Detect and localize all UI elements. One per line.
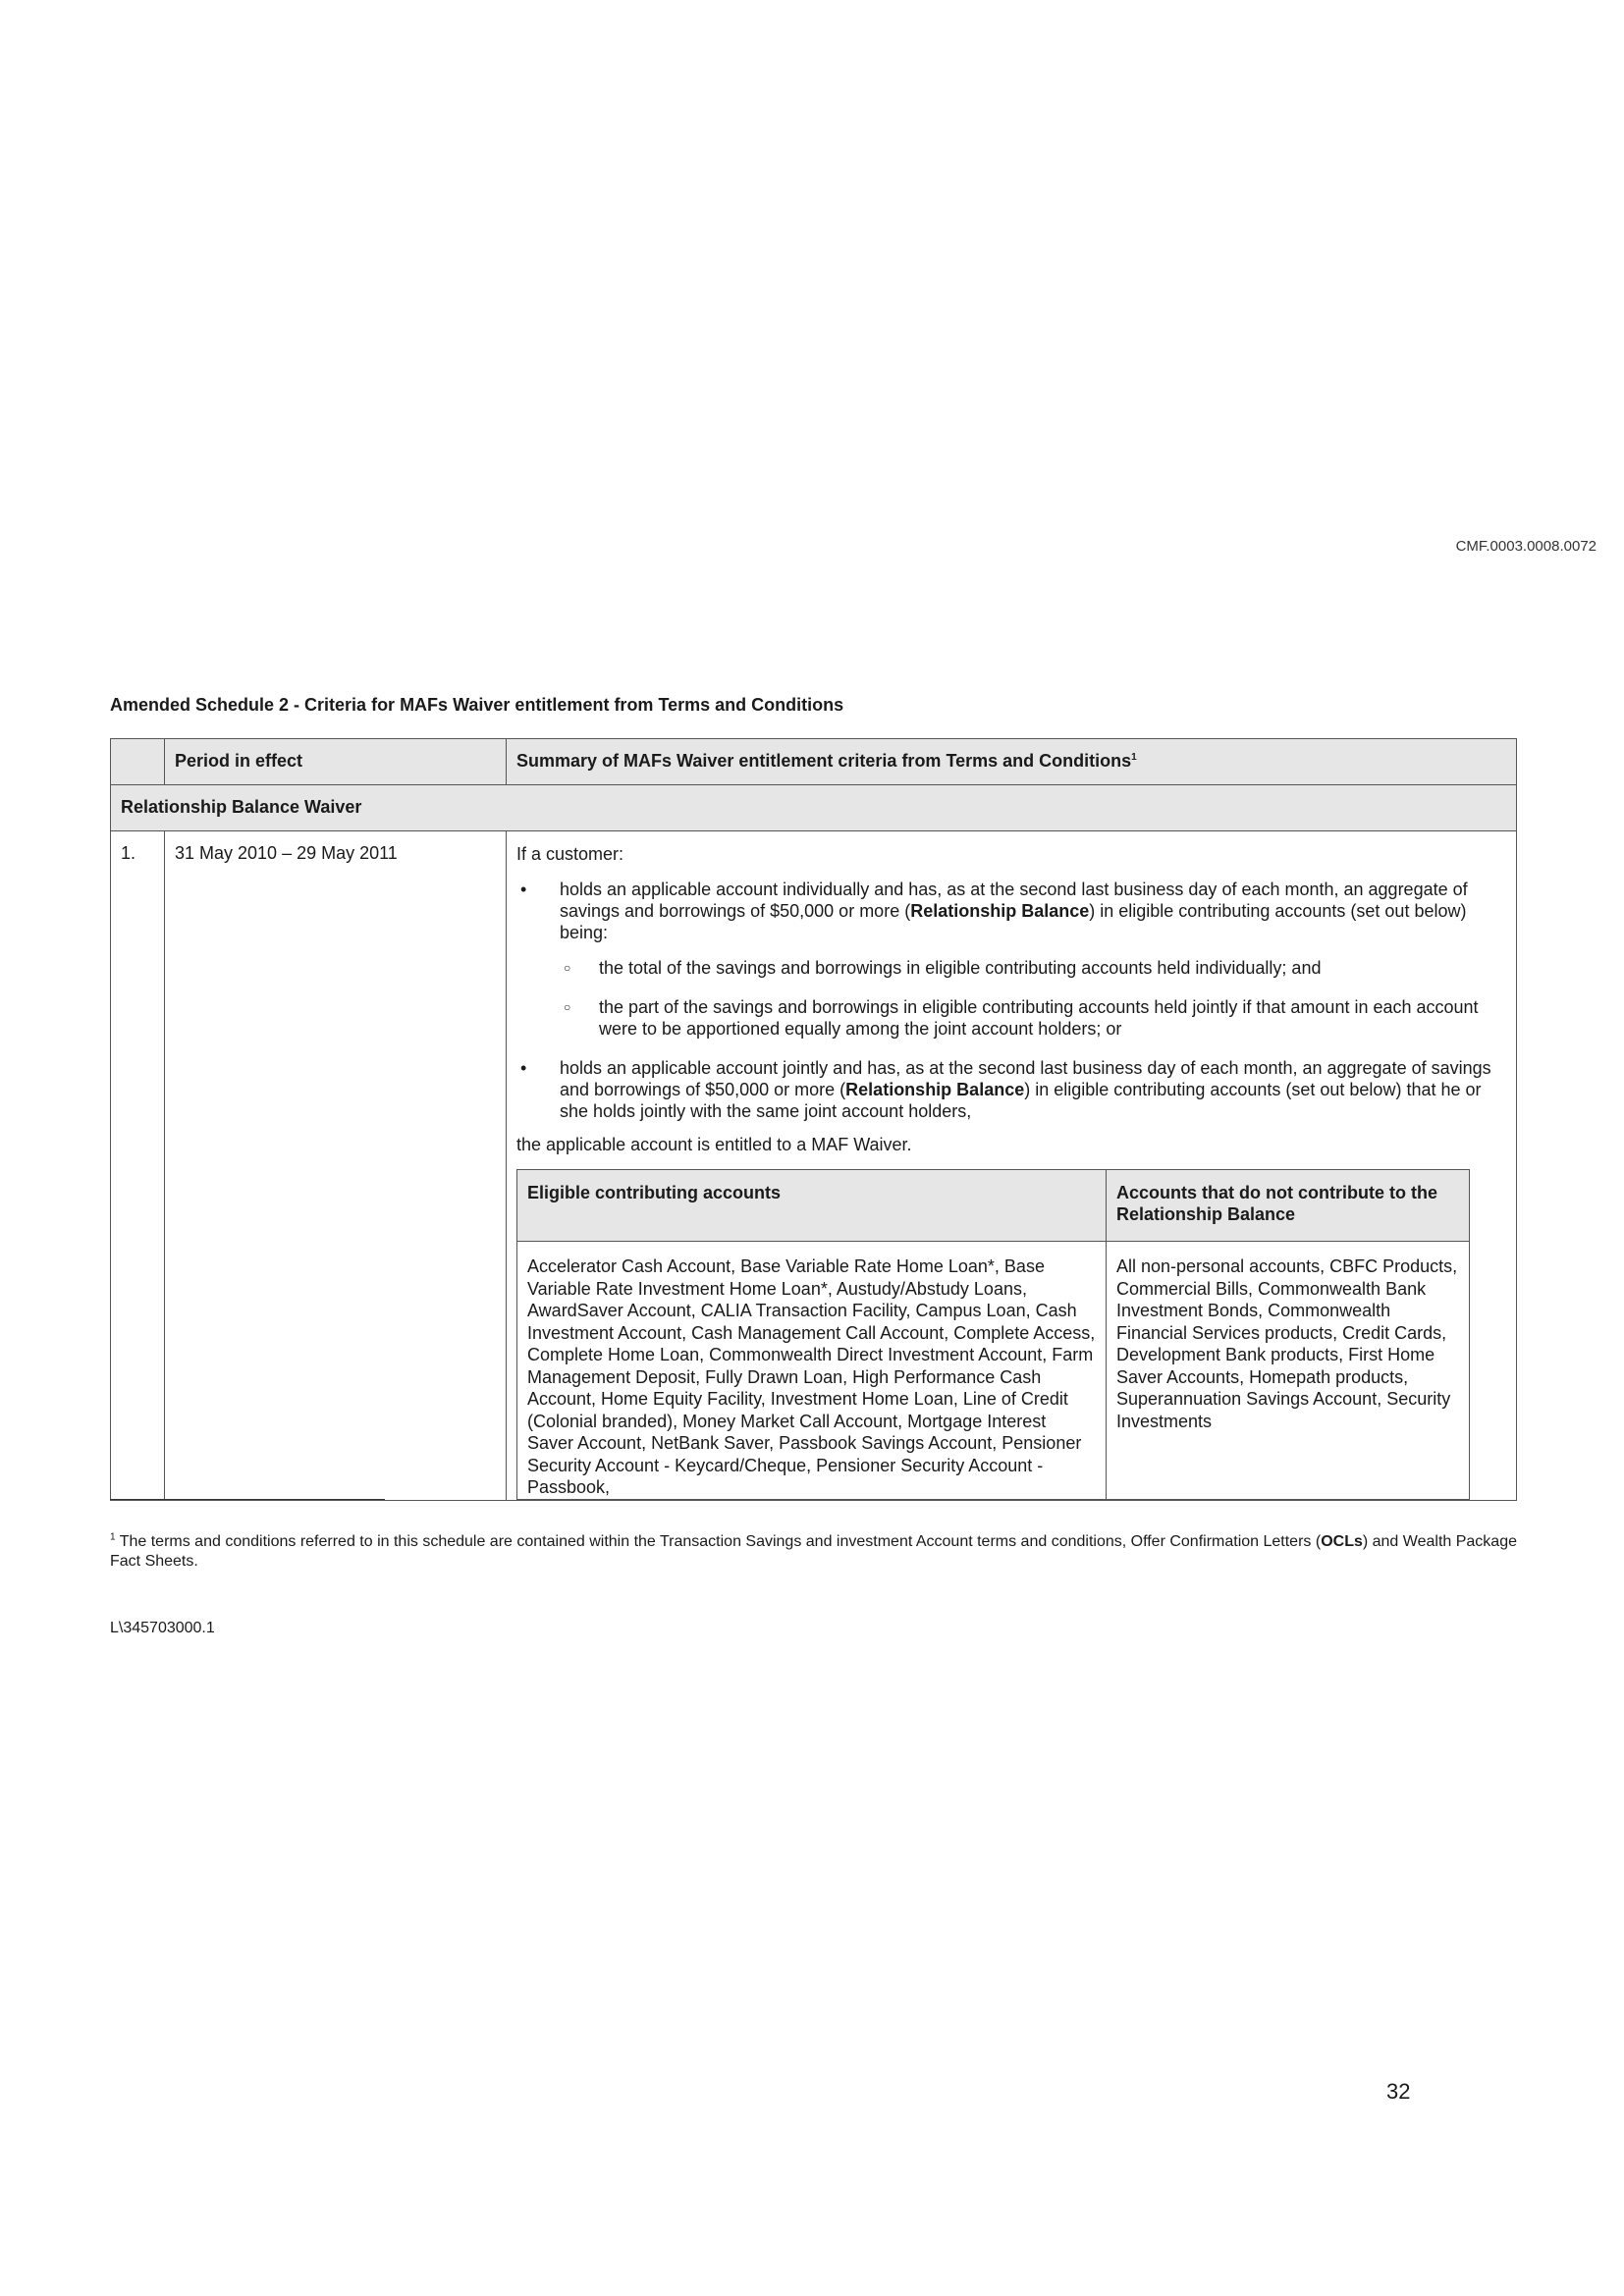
criteria-text: ) in eligible contributing accounts (set out below) being: (560, 901, 1467, 942)
criteria-text: holds an applicable account individually and has, as at the second last business day of each month, an aggregate of savings and borrowings of $50,000 or more ( (560, 880, 1468, 921)
schedule-title: Amended Schedule 2 - Criteria for MAFs Waiver entitlement from Terms and Conditions (110, 695, 844, 715)
footnote-number: 1 (110, 1531, 116, 1543)
non-contributing-list: All non-personal accounts, CBFC Products, Commercial Bills, Commonwealth Bank Investment Bonds, Commonwealth Financial Services products, Credit Cards, Development Bank products, First Home Saver Accounts, Homepath products, Superannuation Savings Account, Security Investments (1107, 1242, 1470, 1500)
header-summary (507, 739, 1517, 785)
accounts-header-row (517, 1170, 1470, 1242)
criteria-text: ) in eligible contributing accounts (set out below) that he or she holds jointly with the same joint account holders, (560, 1080, 1482, 1121)
criteria-term: Relationship Balance (845, 1080, 1025, 1099)
footnote-divider (110, 1499, 385, 1500)
header-summary-text: Summary of MAFs Waiver entitlement criteria from Terms and Conditions (516, 751, 1132, 771)
header-num-cell (111, 739, 165, 785)
header-row (111, 739, 1517, 785)
eligible-accounts-list: Accelerator Cash Account, Base Variable Rate Home Loan*, Base Variable Rate Investment Home Loan*, Austudy/Abstudy Loans, AwardSaver Account, CALIA Transaction Facility, Campus Loan, Cash Investment Account, Cash Management Call Account, Complete Access, Complete Home Loan, Commonwealth Direct Investment Account, Farm Management Deposit, Fully Drawn Loan, High Performance Cash Account, Home Equity Facility, Investment Home Loan, Line of Credit (Colonial branded), Money Market Call Account, Mortgage Interest Saver Account, NetBank Saver, Passbook Savings Account, Pensioner Security Account - Keycard/Cheque, Pensioner Security Account - Passbook, (517, 1242, 1107, 1500)
row-summary (507, 831, 1517, 1501)
sub-criteria-item: ○ the part of the savings and borrowings in eligible contributing accounts held jointly if that amount in each account were to be apportioned equally among the joint account holders; or (560, 996, 1506, 1040)
sub-criteria-item: ○ the total of the savings and borrowings in eligible contributing accounts held individually; and (560, 957, 1506, 979)
sub-criteria-list (560, 957, 1506, 1040)
row-number: 1. (111, 831, 165, 1501)
table-row (111, 831, 1517, 1501)
header-period: Period in effect (165, 739, 507, 785)
footnote-text: The terms and conditions referred to in this schedule are contained within the Transaction Savings and investment Account terms and conditions, Offer Confirmation Letters ( (115, 1533, 1322, 1550)
footnote-ref: 1 (1131, 752, 1137, 763)
non-contributing-header: Accounts that do not contribute to the Relationship Balance (1107, 1170, 1470, 1242)
eligible-accounts-header: Eligible contributing accounts (517, 1170, 1107, 1242)
schedule-table (110, 738, 1517, 1501)
row-period: 31 May 2010 – 29 May 2011 (165, 831, 507, 1501)
criteria-item-individual (516, 879, 1506, 1040)
footnote-text: ) and Wealth Package Fact Sheets. (110, 1533, 1517, 1570)
section-title: Relationship Balance Waiver (111, 785, 1517, 831)
footnote (110, 1532, 1524, 1572)
summary-conclusion: the applicable account is entitled to a MAF Waiver. (516, 1135, 912, 1154)
footnote-term: OCLs (1321, 1533, 1363, 1550)
criteria-term: Relationship Balance (910, 901, 1090, 921)
summary-intro: If a customer: (516, 844, 624, 864)
criteria-text: holds an applicable account jointly and has, as at the second last business day of each month, an aggregate of savings and borrowings of $50,000 or more ( (560, 1058, 1491, 1099)
criteria-list (516, 879, 1506, 1122)
section-row (111, 785, 1517, 831)
document-reference: L\345703000.1 (110, 1620, 215, 1636)
criteria-item-joint (516, 1057, 1506, 1122)
document-id: CMF.0003.0008.0072 (1455, 538, 1597, 555)
page-number: 32 (1386, 2079, 1411, 2104)
accounts-table (516, 1169, 1470, 1500)
accounts-row (517, 1242, 1470, 1500)
